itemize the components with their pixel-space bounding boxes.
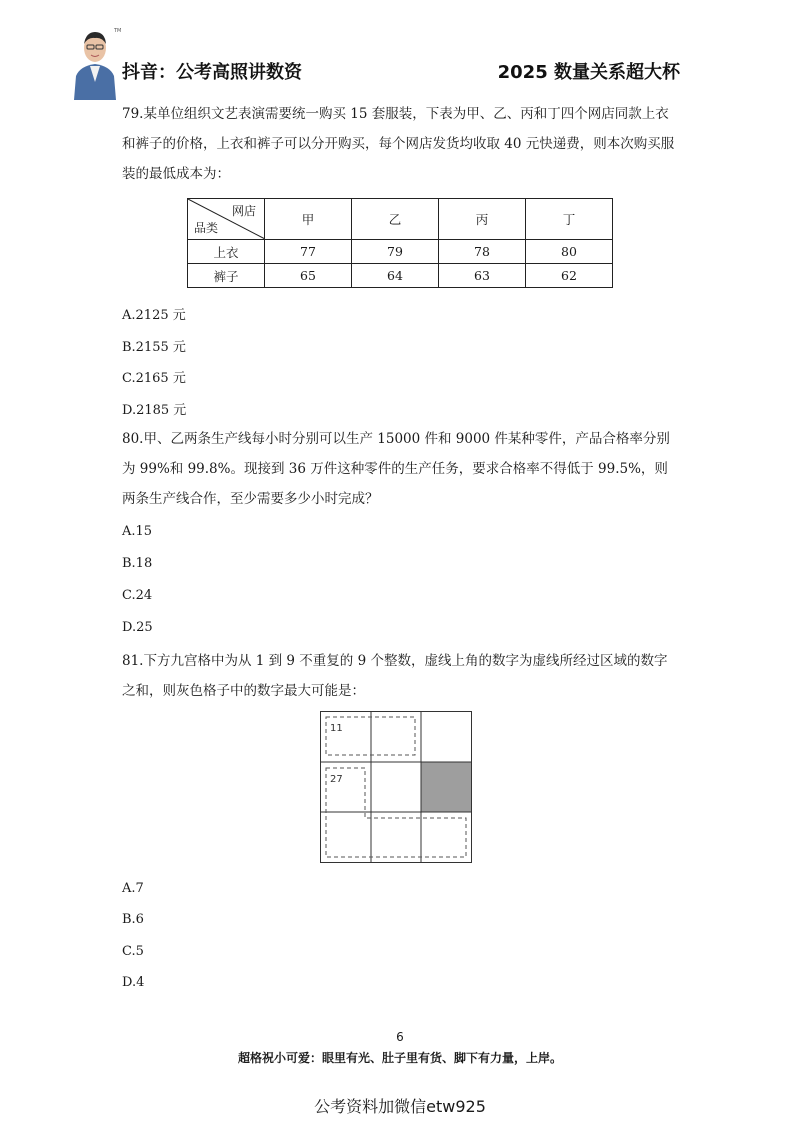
question-79-text: 79.某单位组织文艺表演需要统一购买 15 套服装，下表为甲、乙、丙和丁四个网店同款上衣和裤子的价格，上衣和裤子可以分开购买，每个网店发货均收取 40 元快递费，则本次购买服装的最低成本为： xyxy=(122,106,675,182)
option-d: D.25 xyxy=(122,620,153,635)
page-number: 6 xyxy=(396,1030,404,1044)
header-right-title: 2025 数量关系超大杯 xyxy=(497,62,680,83)
question-81-text: 81.下方九宫格中为从 1 到 9 不重复的 9 个整数，虚线上角的数字为虚线所经过区域的数字之和，则灰色格子中的数字最大可能是： xyxy=(122,653,668,699)
store-header-cell: 丁 xyxy=(526,199,613,240)
option-a: A.15 xyxy=(122,524,153,539)
row-label-cell: 裤子 xyxy=(188,264,265,288)
option-b: B.2155 元 xyxy=(122,340,186,355)
option-c: C.24 xyxy=(122,588,153,603)
option-b: B.18 xyxy=(122,556,153,571)
corner-label-category: 品类 xyxy=(194,221,219,235)
store-header-cell: 丙 xyxy=(439,199,526,240)
nine-grid-puzzle xyxy=(320,711,472,863)
price-table-corner-cell xyxy=(188,199,265,240)
store-header-cell: 甲 xyxy=(265,199,352,240)
header-left-title: 抖音：公考高照讲数资 xyxy=(122,62,302,83)
store-header-cell: 乙 xyxy=(352,199,439,240)
price-cell: 80 xyxy=(526,240,613,264)
corner-label-store: 网店 xyxy=(231,204,256,218)
sum-label-mid: 27 xyxy=(330,774,343,785)
price-table-header-row xyxy=(188,199,613,240)
price-cell: 78 xyxy=(439,240,526,264)
option-c: C.2165 元 xyxy=(122,371,186,386)
table-row xyxy=(188,264,613,288)
option-b: B.6 xyxy=(122,912,144,927)
price-cell: 64 xyxy=(352,264,439,288)
option-d: D.2185 元 xyxy=(122,403,187,418)
table-row xyxy=(188,240,613,264)
option-c: C.5 xyxy=(122,944,144,959)
sum-label-top: 11 xyxy=(330,723,343,734)
price-cell: 62 xyxy=(526,264,613,288)
footer-wechat: 公考资料加微信etw925 xyxy=(314,1097,486,1116)
option-d: D.4 xyxy=(122,975,145,990)
question-80-text: 80.甲、乙两条生产线每小时分别可以生产 15000 件和 9000 件某种零件，产品合格率分别为 99%和 99.8%。现接到 36 万件这种零件的生产任务，要求合格率不得低于 99.5%，则两条生产线合作，至少需要多少小时完成？ xyxy=(122,431,670,507)
price-table xyxy=(187,198,613,288)
author-avatar xyxy=(70,24,120,100)
price-cell: 79 xyxy=(352,240,439,264)
trademark-mark: TM xyxy=(114,28,122,34)
price-cell: 63 xyxy=(439,264,526,288)
price-cell: 77 xyxy=(265,240,352,264)
row-label-cell: 上衣 xyxy=(188,240,265,264)
shaded-cell xyxy=(421,762,471,812)
footer-motto: 超格祝小可爱：眼里有光、肚子里有货、脚下有力量，上岸。 xyxy=(237,1051,562,1065)
option-a: A.7 xyxy=(122,881,144,896)
price-cell: 65 xyxy=(265,264,352,288)
option-a: A.2125 元 xyxy=(122,308,186,323)
